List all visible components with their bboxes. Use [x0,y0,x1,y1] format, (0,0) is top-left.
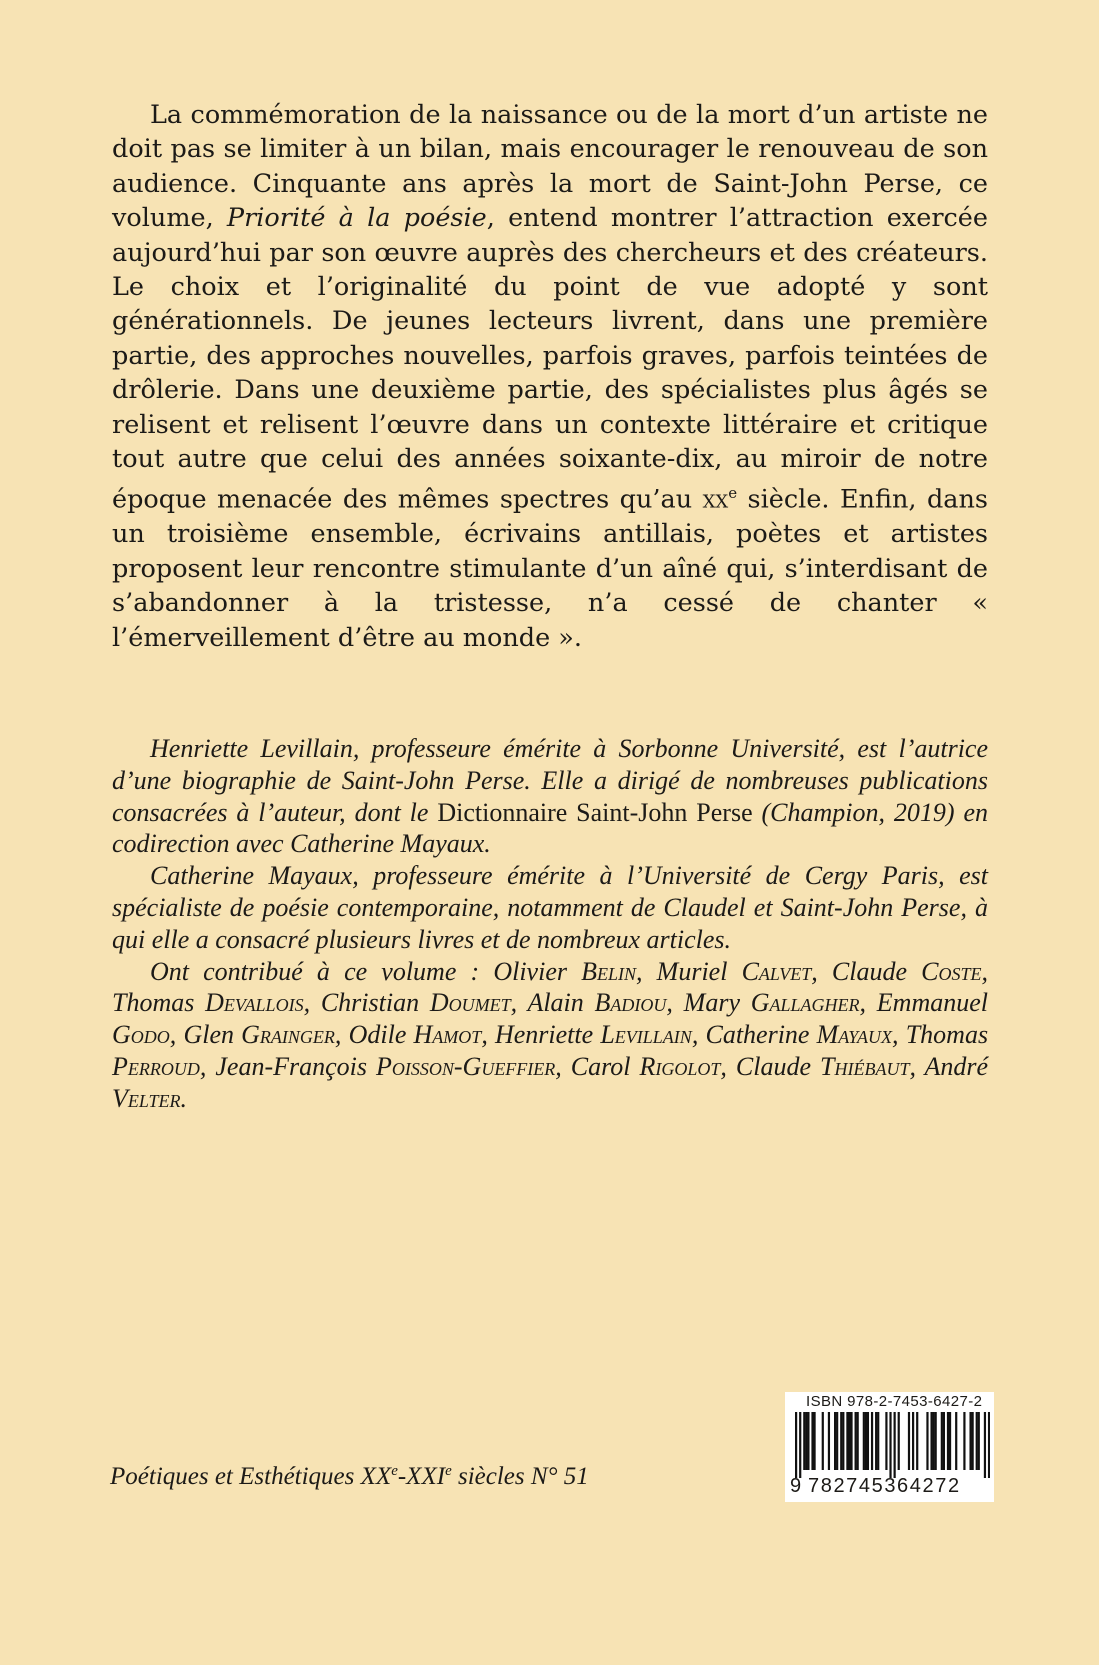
contributor-first-name: Thomas [112,988,206,1018]
barcode-bar [828,1412,830,1470]
contributor-first-name: Mary [683,988,751,1018]
contributor-first-name: Claude [831,956,922,986]
series-text-a: Poétiques et Esthétiques XX [110,1463,392,1490]
contributor-surname: Gallagher [750,988,860,1018]
bio-levillain-text: Henriette Levillain, professeure émérite à Sorbonne Université, est l’autrice d’une biographie de Saint-John Perse. Elle a dirigé de nombreuses publications consacrées à l’auteur, dont le [112,734,988,827]
contributor-first-name: Olivier [493,956,582,986]
barcode-bar [908,1412,910,1470]
barcode-bar [898,1412,900,1470]
barcode-bar [842,1412,844,1470]
century-numeral: xx [702,484,729,515]
series-text-c: siècles N° 51 [451,1463,589,1490]
isbn-label: ISBN 978-2-7453-6427-2 [806,1393,983,1410]
contributor-first-name: Catherine [705,1020,817,1050]
contributor-name [657,957,812,986]
barcode-bar [813,1412,815,1470]
barcode-bar [871,1412,873,1470]
contributors-intro: Ont contribué à ce volume : [150,956,494,986]
contributor-surname: Grainger [241,1020,335,1050]
barcode-bar [926,1412,928,1470]
bio-mayaux: Catherine Mayaux, professeure émérite à l’Université de Cergy Paris, est spécialiste de poésie contemporaine, notamment de Claudel et Saint-John Perse, à qui elle a consacré plusieurs livres et de nombreux articles. [112,861,988,954]
barcode-bar [955,1412,957,1470]
barcode-bar [865,1412,867,1470]
contributor-name [215,1052,555,1081]
blurb-text-1: La commémoration de la naissance ou de la mort d’un artiste ne doit pas se limiter à un bilan, mais encourager le renouveau de son audience. Cinquante ans après la mort de Saint-John Perse, ce volume, [112,100,988,234]
contributor-surname: Poisson-Gueffier [376,1051,556,1081]
contributor-surname: Thiébaut [820,1051,910,1081]
barcode-bar [834,1412,836,1470]
ean-digits: 782745364272 [808,1475,961,1497]
barcode-bar [972,1412,974,1470]
barcode-bar [855,1412,857,1470]
contributor-surname: Godo [112,1020,170,1050]
contributor-surname: Mayaux [816,1020,893,1050]
contributors [112,956,988,1115]
contributor-surname: Coste [921,956,982,986]
barcode-bar [807,1412,809,1470]
contributor-surname: Badiou [594,988,667,1018]
bio-levillain [112,733,988,860]
barcode-bar [949,1412,951,1470]
contributor-first-name: Claude [735,1051,821,1081]
barcode-bar [850,1412,852,1470]
contributor-name [736,1052,910,1081]
barcode-bar [803,1412,805,1470]
contributor-name [832,957,982,986]
barcode-bar [877,1412,879,1470]
barcode-bar [848,1412,850,1470]
barcode-bar [912,1412,914,1470]
contributor-first-name: Jean-François [215,1051,376,1081]
contributor-name [495,1020,692,1049]
contributor-name [527,988,666,1017]
barcode-bar [941,1412,943,1470]
bio-levillain-book: Dictionnaire Saint-John Perse [437,797,753,827]
barcode-bar [863,1412,865,1470]
barcode-bar [795,1412,797,1478]
contributor-name [571,1052,721,1081]
barcode-bar [916,1412,918,1470]
series-text-b: -XXI [397,1463,446,1490]
barcode-bar [978,1412,980,1470]
contributor-surname: Velter [112,1083,181,1113]
barcode-bar [930,1412,932,1470]
contributor-first-name: Emmanuel [876,988,988,1018]
contributor-first-name: Alain [527,988,595,1018]
barcode-bar [963,1412,965,1470]
blurb-text-2: , entend montrer l’attraction exercée aujourd’hui par son œuvre auprès des chercheurs et des créateurs. Le choix et l’originalité du point de vue adopté y sont générationnels. De jeunes lecteurs livrent, dans une première partie, des approches nouvelles, parfois graves, parfois teintées de drôlerie. Dans une deuxième partie, des spécialistes plus âgés se relisent et relisent l’œuvre dans un contexte littéraire et critique tout autre que celui des années soixante-dix, au miroir de notre époque menacée des mêmes spectres qu’au [112,203,988,515]
contributor-first-name: Thomas [905,1020,989,1050]
barcode-bar [935,1412,937,1470]
bio-levillain-text-end: (Champion, 2019) en codirection avec Catherine Mayaux. [112,797,988,859]
barcode-bar [875,1412,877,1470]
barcode-bars [795,1412,990,1478]
barcode-bar [822,1412,824,1470]
contributor-name [349,1020,482,1049]
series-line [110,1463,589,1491]
barcode-bar [805,1412,807,1470]
contributors-end: . [180,1083,188,1113]
contributor-surname: Rigolot [639,1051,721,1081]
author-bios [112,733,988,1115]
contributor-surname: Levillain [600,1020,692,1050]
barcode-bar [799,1412,801,1478]
barcode-bar [885,1412,887,1470]
contributor-first-name: Christian [320,988,430,1018]
contributor-surname: Perroud [112,1051,200,1081]
contributor-name [493,957,636,986]
barcode-bar [933,1412,935,1470]
contributor-first-name: Glen [183,1020,242,1050]
series-sup-1: e [391,1463,398,1479]
barcode-bar [857,1412,859,1470]
barcode-bar [894,1412,896,1478]
contributor-surname: Belin [581,956,637,986]
barcode-bar [836,1412,838,1470]
barcode-bar [867,1412,869,1470]
barcode-bar [943,1412,945,1470]
contributor-surname: Devallois [205,988,304,1018]
contributor-first-name: Henriette [494,1020,601,1050]
contributor-surname: Doumet [429,988,511,1018]
contributor-first-name: Muriel [656,956,742,986]
blurb-paragraph [112,98,988,655]
ean-lead-digit: 9 [790,1475,802,1497]
barcode-bar [840,1412,842,1470]
contributor-first-name: Odile [348,1020,414,1050]
contributor-name [684,988,860,1017]
barcode-bar [846,1412,848,1470]
contributor-name [321,988,511,1017]
contributor-first-name: André [924,1051,989,1081]
contributor-surname: Calvet [741,956,812,986]
barcode-bar [984,1412,986,1478]
blurb-text-3: siècle. Enfin, dans un troisième ensemble, écrivains antillais, poètes et artistes proposent leur rencontre stimulante d’un aîné qui, s’interdisant de s’abandonner à la tristesse, n’a cessé de chanter « l’émerveillement d’être au monde ». [112,484,988,653]
contributor-name [112,988,304,1017]
contributor-name [705,1020,892,1049]
book-title: Priorité à la poésie [226,203,487,234]
barcode-bar [988,1412,990,1478]
contributor-first-name: Carol [570,1051,640,1081]
contributor-name [183,1020,334,1049]
contributor-surname: Hamot [413,1020,482,1050]
series-sup-2: e [445,1463,452,1479]
contributors-list: Olivier Belin, Muriel Calvet, Claude Coste, Thomas Devallois, Christian Doumet, Alain Badiou, Mary Gallagher, Emmanuel Godo, Glen Grainger, Odile Hamot, Henriette Levillain, Catherine Mayaux, Thomas Perroud, Jean-François Poisson-Gueffier, Carol Rigolot, Claude Thiébaut, André Velter [112,956,989,1113]
barcode-bar [811,1412,813,1470]
barcode-bar [969,1412,971,1470]
barcode-bar [976,1412,978,1470]
century-superscript: e [728,484,738,503]
barcode-bar [889,1412,891,1478]
barcode-bar [947,1412,949,1470]
